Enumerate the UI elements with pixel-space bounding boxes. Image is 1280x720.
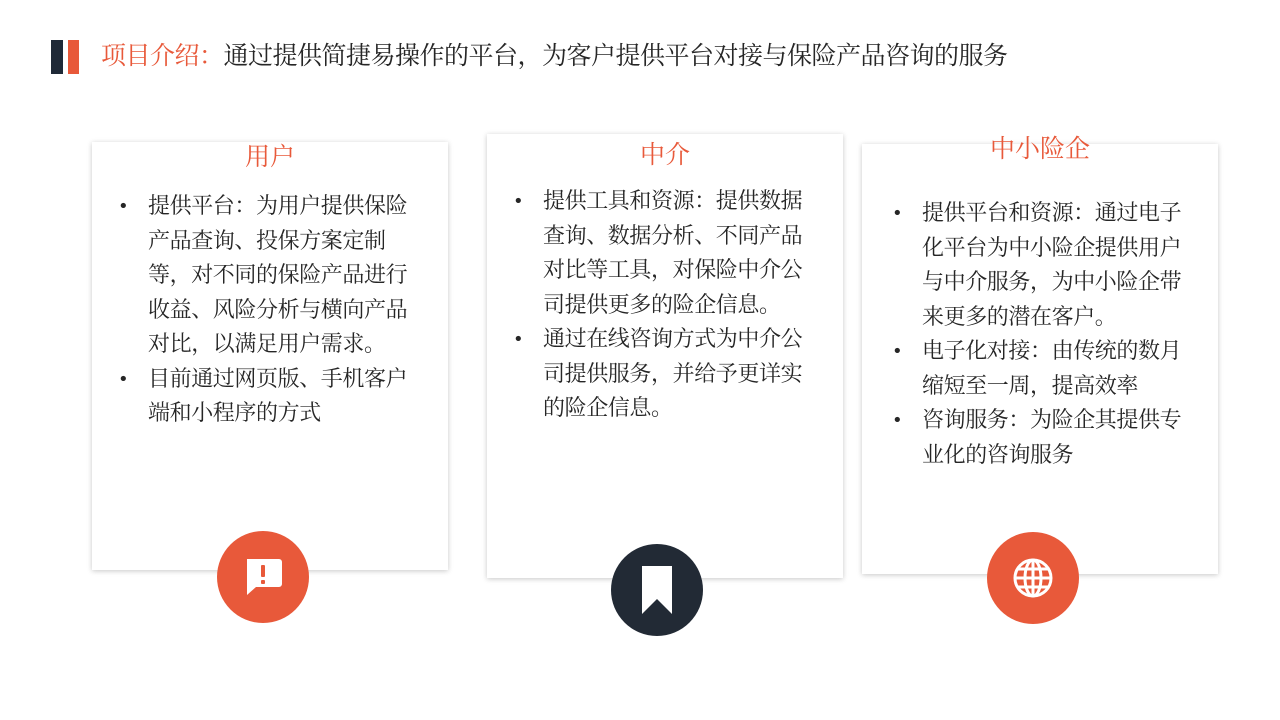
- agency-badge: [611, 544, 703, 636]
- title-decoration-dark-bar: [51, 40, 63, 74]
- list-item-text: 电子化对接：由传统的数月缩短至一周，提高效率: [922, 339, 1182, 399]
- card-title: 用户: [244, 142, 295, 171]
- globe-icon: [1010, 555, 1056, 601]
- bullet-icon: •: [892, 203, 903, 224]
- page-title: [101, 36, 1008, 76]
- bullet-icon: •: [892, 410, 903, 431]
- user-badge: [217, 531, 309, 623]
- list-item: [892, 335, 1202, 404]
- card-bullet-list: [118, 190, 418, 432]
- page-title-text: 通过提供简捷易操作的平台，为客户提供平台对接与保险产品咨询的服务: [223, 41, 1008, 70]
- list-item: [892, 197, 1202, 335]
- list-item: [513, 323, 813, 427]
- list-item-text: 提供工具和资源：提供数据查询、数据分析、不同产品对比等工具，对保险中介公司提供更多的险企信息。: [543, 189, 803, 318]
- card-bullet-list: [513, 185, 813, 427]
- list-item-text: 提供平台：为用户提供保险产品查询、投保方案定制等，对不同的保险产品进行收益、风险分析与横向产品对比，以满足用户需求。: [148, 194, 408, 357]
- list-item: [513, 185, 813, 323]
- list-item-text: 咨询服务：为险企其提供专业化的咨询服务: [922, 408, 1182, 468]
- bullet-icon: •: [513, 191, 524, 212]
- card-small-insurer: [862, 134, 1218, 574]
- bullet-icon: •: [118, 196, 129, 217]
- list-item: [118, 363, 418, 432]
- card-title: 中小险企: [989, 134, 1090, 163]
- bookmark-icon: [637, 564, 677, 616]
- bullet-icon: •: [118, 368, 129, 390]
- page-title-accent: 项目介绍：: [101, 41, 224, 70]
- bullet-icon: •: [892, 341, 903, 362]
- small-insurer-badge: [987, 532, 1079, 624]
- list-item: [892, 404, 1202, 473]
- card-title: 中介: [639, 140, 690, 169]
- card-bullet-list: [892, 197, 1202, 473]
- card-user: [92, 142, 448, 570]
- card-agency: [487, 134, 843, 578]
- message-alert-icon: [239, 553, 287, 601]
- title-decoration-accent-bar: [68, 40, 79, 74]
- list-item-text: 目前通过网页版、手机客户端和小程序的方式: [148, 366, 408, 426]
- list-item-text: 通过在线咨询方式为中介公司提供服务，并给予更详实的险企信息。: [543, 327, 803, 421]
- list-item: [118, 190, 418, 363]
- list-item-text: 提供平台和资源：通过电子化平台为中小险企提供用户与中介服务，为中小险企带来更多的潜在客户。: [922, 201, 1182, 330]
- bullet-icon: •: [513, 329, 524, 350]
